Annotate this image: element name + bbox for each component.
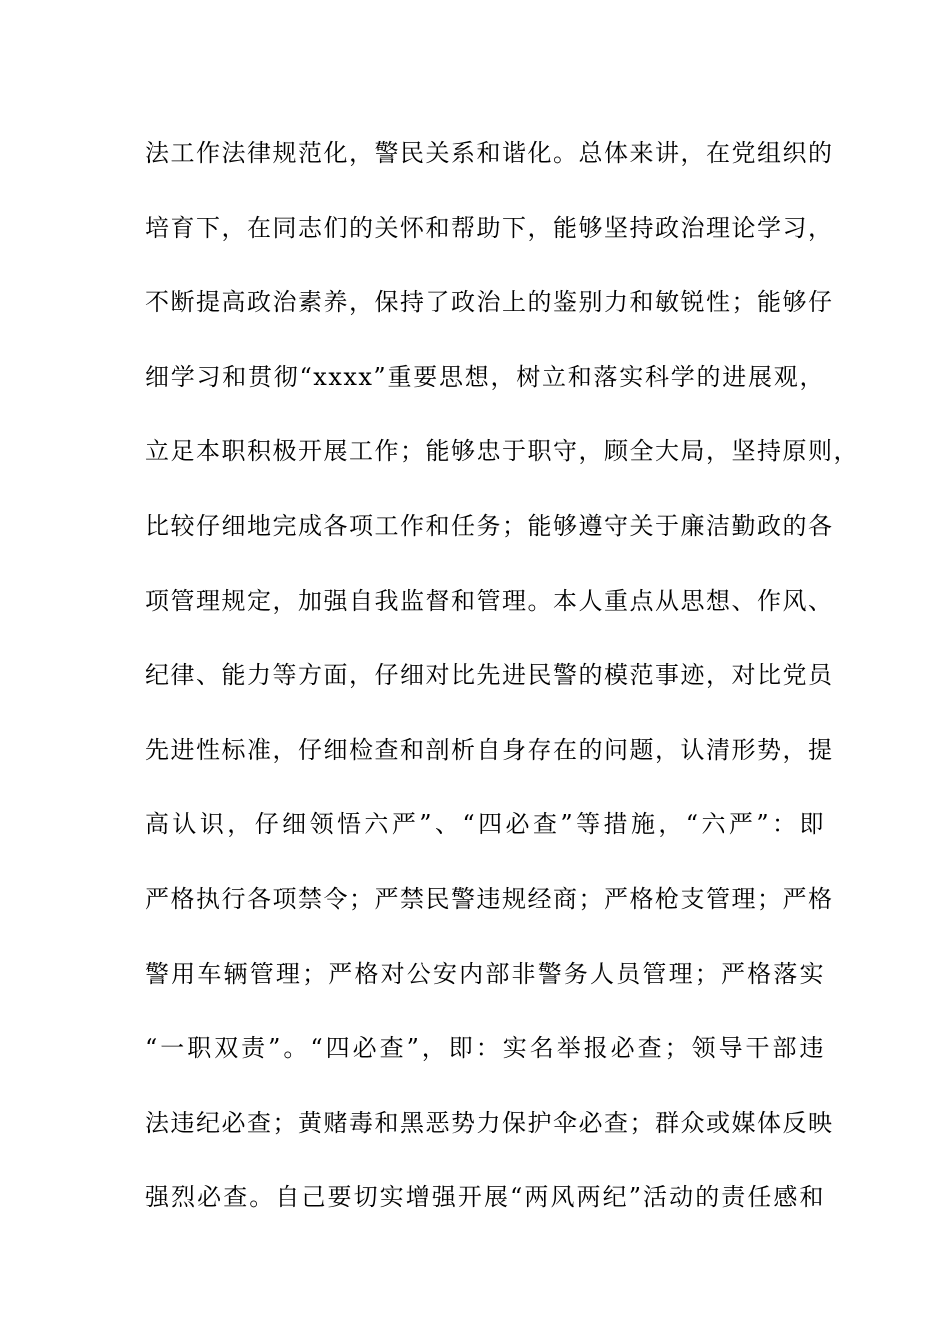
text-line-4: 细学习和贯彻“xxxx”重要思想，树立和落实科学的进展观， xyxy=(145,362,825,391)
text-line-11: 严格执行各项禁令；严禁民警违规经商；严格枪支管理；严格 xyxy=(145,884,834,913)
text-line-8: 纪律、能力等方面，仔细对比先进民警的模范事迹，对比党员 xyxy=(145,661,834,690)
text-line-1: 法工作法律规范化，警民关系和谐化。总体来讲，在党组织的 xyxy=(145,139,834,167)
text-line-3: 不断提高政治素养，保持了政治上的鉴别力和敏锐性；能够仔 xyxy=(145,288,834,317)
text-line-13: “一职双责”。“四必查”，即：实名举报必查；领导干部违 xyxy=(145,1034,825,1063)
text-line-9: 先进性标准，仔细检查和剖析自身存在的问题，认清形势，提 xyxy=(145,735,834,764)
text-line-10: 高认识，仔细领悟六严”、“四必查”等措施，“六严”：即 xyxy=(145,810,825,839)
text-line-7: 项管理规定，加强自我监督和管理。本人重点从思想、作风、 xyxy=(145,586,834,615)
text-line-15: 强烈必查。自己要切实增强开展“两风两纪”活动的责任感和 xyxy=(145,1183,825,1212)
text-line-5: 立足本职积极开展工作；能够忠于职守，顾全大局，坚持原则， xyxy=(145,437,859,466)
text-line-12: 警用车辆管理；严格对公安内部非警务人员管理；严格落实 xyxy=(145,959,825,988)
text-line-2: 培育下，在同志们的关怀和帮助下，能够坚持政治理论学习， xyxy=(145,213,834,242)
text-line-14: 法违纪必查；黄赌毒和黑恶势力保护伞必查；群众或媒体反映 xyxy=(145,1108,834,1137)
body-text xyxy=(145,130,859,1249)
text-line-6: 比较仔细地完成各项工作和任务；能够遵守关于廉洁勤政的各 xyxy=(145,511,834,540)
